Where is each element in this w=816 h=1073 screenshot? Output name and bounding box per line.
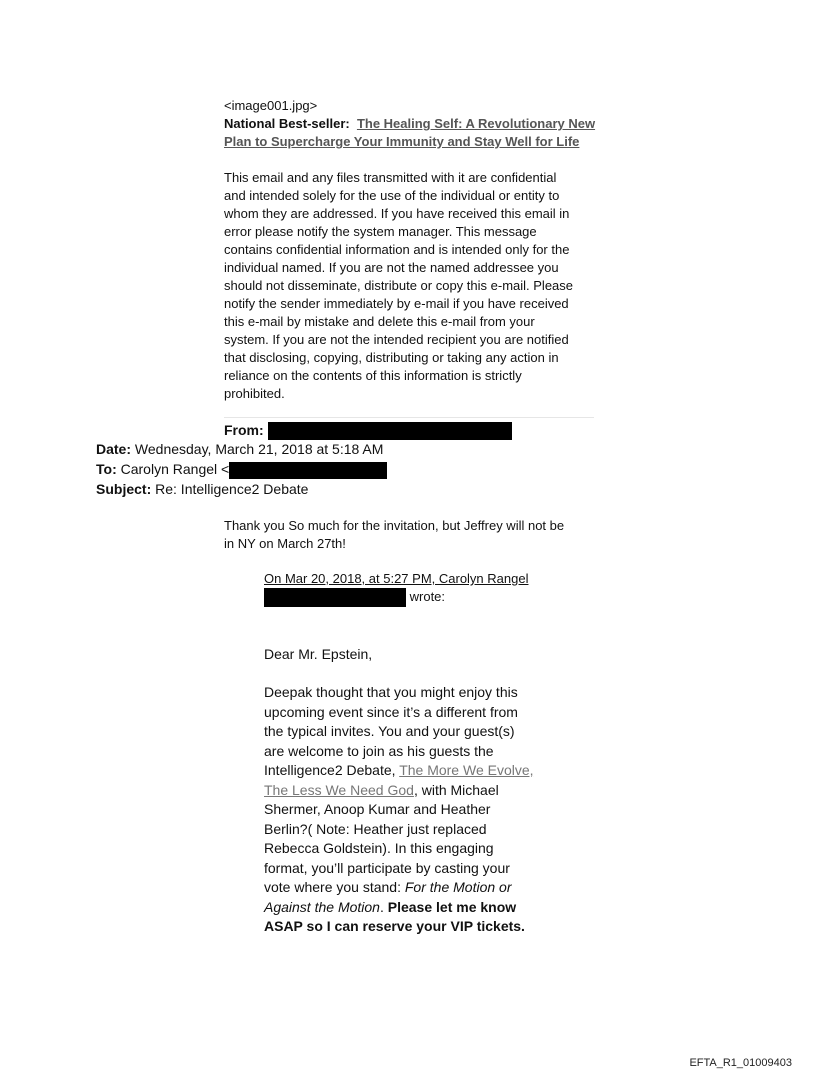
body-line xyxy=(264,898,564,918)
body-line xyxy=(264,917,564,937)
reply-line: Thank you So much for the invitation, but Jeffrey will not be xyxy=(224,518,565,533)
disclaimer-line: system. If you are not the intended recipient you are notified xyxy=(224,332,569,347)
debate-title-link[interactable]: The More We Evolve, xyxy=(399,762,534,778)
date-label: Date: xyxy=(96,441,132,457)
confidentiality-disclaimer xyxy=(224,169,596,403)
body-line xyxy=(264,781,564,801)
body-line: Deepak thought that you might enjoy this xyxy=(264,684,518,700)
disclaimer-line: whom they are addressed. If you have received this email in xyxy=(224,206,570,221)
email-signature xyxy=(224,97,604,151)
greeting-text: Dear Mr. Epstein, xyxy=(264,646,373,662)
disclaimer-line: should not disseminate, distribute or copy this e-mail. Please xyxy=(224,278,574,293)
date-row xyxy=(96,439,383,459)
disclaimer-line: This email and any files transmitted with it are confidential xyxy=(224,170,557,185)
bold-text: Please let me know xyxy=(387,898,517,915)
attribution-line: On Mar 20, 2018, at 5:27 PM, Carolyn Rangel xyxy=(264,571,529,586)
to-label: To: xyxy=(96,461,117,477)
body-line: are welcome to join as his guests the xyxy=(264,742,494,759)
separator-rule xyxy=(224,417,594,418)
subject-label: Subject: xyxy=(96,481,152,497)
disclaimer-line: that disclosing, copying, distributing or taking any action in xyxy=(224,350,559,365)
redacted-block xyxy=(268,422,512,440)
image-reference: <image001.jpg> xyxy=(224,98,318,113)
body-line: Shermer, Anoop Kumar and Heather xyxy=(264,801,491,817)
reply-line: in NY on March 27th! xyxy=(224,536,346,551)
disclaimer-line: error please notify the system manager. This message xyxy=(224,224,537,239)
bestseller-label: National Best-seller: xyxy=(224,116,350,131)
quoted-body xyxy=(264,683,564,937)
subject-value: Re: Intelligence2 Debate xyxy=(155,481,309,497)
disclaimer-line: prohibited. xyxy=(224,386,285,401)
bestseller-line xyxy=(224,115,604,133)
body-line: Berlin?( Note: Heather just replaced xyxy=(264,820,487,837)
body-text: vote where you stand: xyxy=(264,879,405,895)
to-value: Carolyn Rangel < xyxy=(120,461,230,477)
book-title-link[interactable]: The Healing Self: A Revolutionary New xyxy=(356,116,596,131)
disclaimer-line: contains confidential information and is intended only for the xyxy=(224,242,570,257)
quote-attribution xyxy=(264,570,564,607)
subject-row xyxy=(96,479,308,499)
body-line: upcoming event since it’s a different from xyxy=(264,703,518,720)
to-row xyxy=(96,459,387,479)
date-value: Wednesday, March 21, 2018 at 5:18 AM xyxy=(134,441,384,457)
document-id: EFTA_R1_01009403 xyxy=(689,1057,792,1069)
body-text: Intelligence2 Debate, xyxy=(264,762,400,778)
italic-text: For the Motion or xyxy=(404,879,512,895)
from-label: From: xyxy=(224,422,264,438)
bold-text: ASAP so I can reserve your VIP tickets. xyxy=(264,918,525,934)
body-text: , with Michael xyxy=(413,781,499,798)
body-line xyxy=(264,761,564,781)
debate-title-link-cont[interactable]: The Less We Need God xyxy=(264,781,414,798)
wrote-text: wrote: xyxy=(409,589,446,604)
disclaimer-line: this e-mail by mistake and delete this e-mail from your xyxy=(224,314,535,329)
disclaimer-line: reliance on the contents of this information is strictly xyxy=(224,368,522,383)
body-line: Rebecca Goldstein). In this engaging xyxy=(264,840,494,856)
body-text: . xyxy=(379,898,388,915)
disclaimer-line: individual named. If you are not the named addressee you xyxy=(224,260,559,275)
redacted-block xyxy=(229,462,387,479)
body-line xyxy=(264,878,564,898)
from-row xyxy=(224,420,512,440)
body-line: the typical invites. You and your guest(s) xyxy=(264,723,515,739)
redacted-block xyxy=(264,588,406,607)
book-title-link-cont[interactable]: Plan to Supercharge Your Immunity and Stay Well for Life xyxy=(224,134,580,149)
disclaimer-line: notify the sender immediately by e-mail if you have received xyxy=(224,296,569,311)
body-line: format, you’ll participate by casting your xyxy=(264,859,510,876)
disclaimer-line: and intended solely for the use of the individual or entity to xyxy=(224,188,560,203)
reply-body xyxy=(224,517,596,553)
greeting xyxy=(264,645,564,665)
italic-text: Against the Motion xyxy=(264,898,380,915)
